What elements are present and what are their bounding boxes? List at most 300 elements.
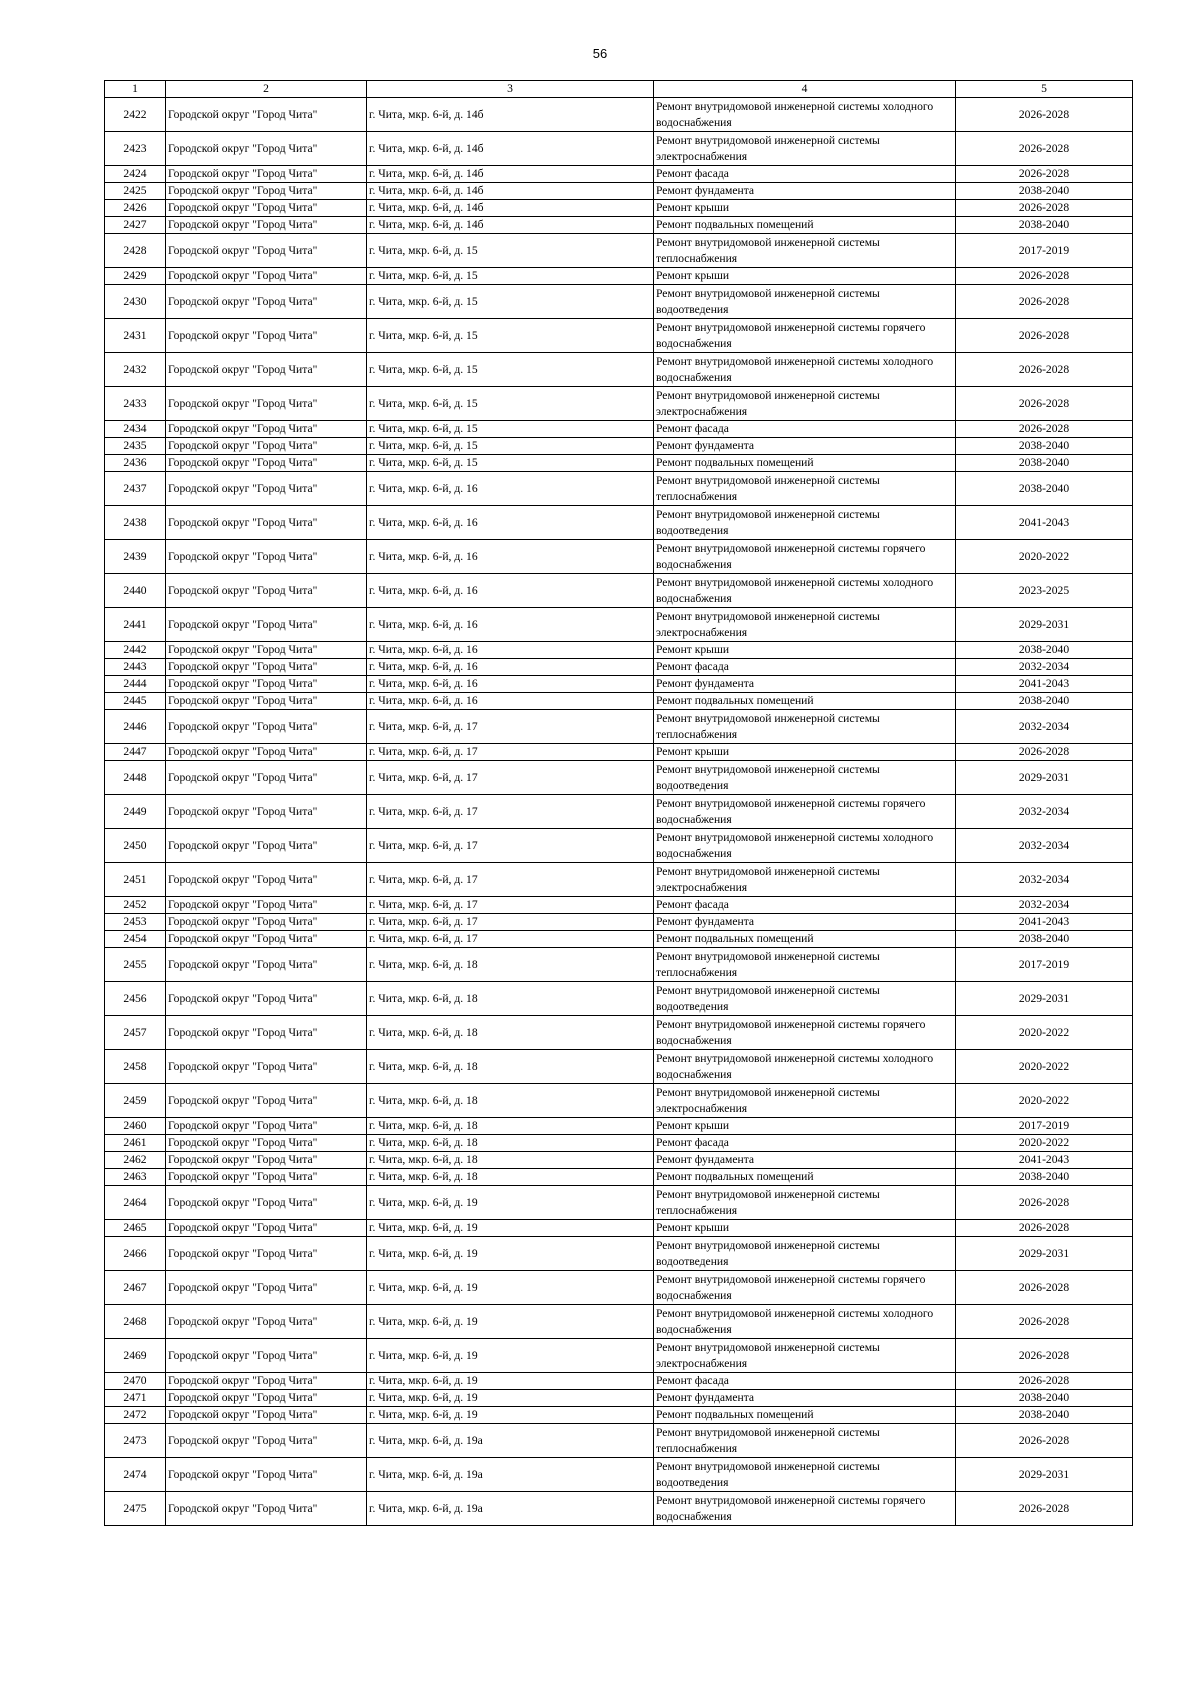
cell-address: г. Чита, мкр. 6-й, д. 15 [367,268,654,285]
cell-number: 2445 [105,693,166,710]
table-row [105,1152,1133,1169]
cell-address: г. Чита, мкр. 6-й, д. 15 [367,319,654,353]
cell-municipality: Городской округ "Город Чита" [166,319,367,353]
cell-address: г. Чита, мкр. 6-й, д. 15 [367,387,654,421]
cell-work-type: Ремонт внутридомовой инженерной системы водоотведения [654,285,956,319]
cell-period: 2026-2028 [956,353,1133,387]
header-col-1: 1 [105,81,166,98]
table-row [105,1458,1133,1492]
table-row [105,642,1133,659]
cell-municipality: Городской округ "Город Чита" [166,608,367,642]
cell-municipality: Городской округ "Город Чита" [166,506,367,540]
cell-number: 2423 [105,132,166,166]
cell-municipality: Городской округ "Город Чита" [166,183,367,200]
cell-address: г. Чита, мкр. 6-й, д. 18 [367,1169,654,1186]
cell-work-type: Ремонт фундамента [654,676,956,693]
cell-municipality: Городской округ "Город Чита" [166,1084,367,1118]
cell-municipality: Городской округ "Город Чита" [166,1169,367,1186]
cell-work-type: Ремонт внутридомовой инженерной системы электроснабжения [654,387,956,421]
cell-municipality: Городской округ "Город Чита" [166,693,367,710]
cell-work-type: Ремонт фундамента [654,914,956,931]
table-row [105,506,1133,540]
cell-work-type: Ремонт внутридомовой инженерной системы теплоснабжения [654,1186,956,1220]
cell-period: 2032-2034 [956,897,1133,914]
cell-work-type: Ремонт внутридомовой инженерной системы холодного водоснабжения [654,1305,956,1339]
cell-municipality: Городской округ "Город Чита" [166,1390,367,1407]
cell-address: г. Чита, мкр. 6-й, д. 15 [367,285,654,319]
table-row [105,863,1133,897]
cell-address: г. Чита, мкр. 6-й, д. 19а [367,1458,654,1492]
table-body [105,98,1133,1526]
cell-municipality: Городской округ "Город Чита" [166,1424,367,1458]
cell-work-type: Ремонт подвальных помещений [654,931,956,948]
cell-municipality: Городской округ "Город Чита" [166,744,367,761]
cell-municipality: Городской округ "Город Чита" [166,659,367,676]
table-row [105,285,1133,319]
cell-address: г. Чита, мкр. 6-й, д. 19 [367,1186,654,1220]
cell-address: г. Чита, мкр. 6-й, д. 17 [367,931,654,948]
cell-period: 2041-2043 [956,676,1133,693]
cell-number: 2453 [105,914,166,931]
table-header [105,81,1133,98]
cell-number: 2475 [105,1492,166,1526]
cell-address: г. Чита, мкр. 6-й, д. 18 [367,1016,654,1050]
cell-address: г. Чита, мкр. 6-й, д. 17 [367,744,654,761]
table-row [105,319,1133,353]
cell-period: 2026-2028 [956,1373,1133,1390]
cell-number: 2432 [105,353,166,387]
cell-work-type: Ремонт внутридомовой инженерной системы горячего водоснабжения [654,1271,956,1305]
cell-period: 2026-2028 [956,1492,1133,1526]
cell-municipality: Городской округ "Город Чита" [166,1016,367,1050]
table-row [105,1050,1133,1084]
cell-work-type: Ремонт крыши [654,1220,956,1237]
cell-period: 2029-2031 [956,982,1133,1016]
cell-work-type: Ремонт крыши [654,268,956,285]
cell-municipality: Городской округ "Город Чита" [166,1458,367,1492]
header-row [105,81,1133,98]
cell-number: 2457 [105,1016,166,1050]
cell-work-type: Ремонт крыши [654,744,956,761]
cell-work-type: Ремонт внутридомовой инженерной системы горячего водоснабжения [654,540,956,574]
cell-address: г. Чита, мкр. 6-й, д. 18 [367,1118,654,1135]
table-row [105,1169,1133,1186]
cell-number: 2422 [105,98,166,132]
header-col-4: 4 [654,81,956,98]
cell-work-type: Ремонт подвальных помещений [654,1407,956,1424]
cell-municipality: Городской округ "Город Чита" [166,353,367,387]
cell-municipality: Городской округ "Город Чита" [166,642,367,659]
cell-number: 2446 [105,710,166,744]
cell-period: 2023-2025 [956,574,1133,608]
cell-work-type: Ремонт внутридомовой инженерной системы электроснабжения [654,1339,956,1373]
table-row [105,1084,1133,1118]
cell-period: 2026-2028 [956,421,1133,438]
cell-municipality: Городской округ "Город Чита" [166,574,367,608]
cell-period: 2038-2040 [956,455,1133,472]
cell-municipality: Городской округ "Город Чита" [166,455,367,472]
cell-work-type: Ремонт фасада [654,1373,956,1390]
cell-municipality: Городской округ "Город Чита" [166,472,367,506]
cell-work-type: Ремонт крыши [654,642,956,659]
cell-work-type: Ремонт внутридомовой инженерной системы водоотведения [654,1458,956,1492]
header-col-3: 3 [367,81,654,98]
cell-work-type: Ремонт внутридомовой инженерной системы холодного водоснабжения [654,574,956,608]
table-row [105,1118,1133,1135]
table-row [105,914,1133,931]
cell-address: г. Чита, мкр. 6-й, д. 16 [367,676,654,693]
cell-period: 2026-2028 [956,1271,1133,1305]
cell-address: г. Чита, мкр. 6-й, д. 16 [367,574,654,608]
cell-number: 2442 [105,642,166,659]
table-row [105,438,1133,455]
cell-municipality: Городской округ "Город Чита" [166,1152,367,1169]
cell-period: 2026-2028 [956,1186,1133,1220]
cell-period: 2041-2043 [956,914,1133,931]
table-row [105,1373,1133,1390]
table-row [105,1424,1133,1458]
cell-period: 2032-2034 [956,795,1133,829]
cell-municipality: Городской округ "Город Чита" [166,1220,367,1237]
cell-period: 2026-2028 [956,319,1133,353]
cell-period: 2032-2034 [956,659,1133,676]
cell-period: 2026-2028 [956,1305,1133,1339]
cell-period: 2029-2031 [956,608,1133,642]
cell-number: 2467 [105,1271,166,1305]
header-col-5: 5 [956,81,1133,98]
cell-number: 2438 [105,506,166,540]
cell-municipality: Городской округ "Город Чита" [166,710,367,744]
table-row [105,948,1133,982]
table-row [105,387,1133,421]
cell-number: 2433 [105,387,166,421]
cell-address: г. Чита, мкр. 6-й, д. 15 [367,455,654,472]
cell-number: 2471 [105,1390,166,1407]
cell-address: г. Чита, мкр. 6-й, д. 17 [367,863,654,897]
cell-number: 2468 [105,1305,166,1339]
cell-work-type: Ремонт фасада [654,166,956,183]
cell-work-type: Ремонт фасада [654,421,956,438]
cell-period: 2038-2040 [956,438,1133,455]
cell-address: г. Чита, мкр. 6-й, д. 15 [367,353,654,387]
cell-number: 2426 [105,200,166,217]
cell-work-type: Ремонт внутридомовой инженерной системы электроснабжения [654,132,956,166]
cell-municipality: Городской округ "Город Чита" [166,1186,367,1220]
cell-address: г. Чита, мкр. 6-й, д. 17 [367,914,654,931]
cell-number: 2456 [105,982,166,1016]
table-row [105,1135,1133,1152]
cell-address: г. Чита, мкр. 6-й, д. 16 [367,540,654,574]
cell-period: 2020-2022 [956,1050,1133,1084]
cell-address: г. Чита, мкр. 6-й, д. 17 [367,795,654,829]
cell-work-type: Ремонт внутридомовой инженерной системы теплоснабжения [654,472,956,506]
table-row [105,744,1133,761]
cell-municipality: Городской округ "Город Чита" [166,217,367,234]
cell-municipality: Городской округ "Город Чита" [166,1305,367,1339]
cell-address: г. Чита, мкр. 6-й, д. 14б [367,183,654,200]
cell-period: 2017-2019 [956,1118,1133,1135]
cell-address: г. Чита, мкр. 6-й, д. 19 [367,1237,654,1271]
cell-work-type: Ремонт фасада [654,897,956,914]
table-row [105,1492,1133,1526]
cell-address: г. Чита, мкр. 6-й, д. 19 [367,1390,654,1407]
table-row [105,761,1133,795]
cell-municipality: Городской округ "Город Чита" [166,540,367,574]
cell-address: г. Чита, мкр. 6-й, д. 16 [367,693,654,710]
cell-period: 2026-2028 [956,200,1133,217]
cell-period: 2041-2043 [956,1152,1133,1169]
cell-period: 2026-2028 [956,1339,1133,1373]
cell-period: 2026-2028 [956,387,1133,421]
cell-number: 2469 [105,1339,166,1373]
cell-address: г. Чита, мкр. 6-й, д. 19а [367,1424,654,1458]
cell-number: 2448 [105,761,166,795]
cell-period: 2038-2040 [956,1169,1133,1186]
cell-municipality: Городской округ "Город Чита" [166,1118,367,1135]
cell-number: 2447 [105,744,166,761]
cell-address: г. Чита, мкр. 6-й, д. 19 [367,1339,654,1373]
cell-work-type: Ремонт внутридомовой инженерной системы водоотведения [654,506,956,540]
cell-address: г. Чита, мкр. 6-й, д. 18 [367,1152,654,1169]
cell-work-type: Ремонт подвальных помещений [654,693,956,710]
cell-number: 2470 [105,1373,166,1390]
cell-municipality: Городской округ "Город Чита" [166,234,367,268]
cell-work-type: Ремонт внутридомовой инженерной системы электроснабжения [654,1084,956,1118]
cell-period: 2020-2022 [956,1135,1133,1152]
cell-address: г. Чита, мкр. 6-й, д. 14б [367,200,654,217]
cell-municipality: Городской округ "Город Чита" [166,1271,367,1305]
cell-number: 2436 [105,455,166,472]
table-row [105,659,1133,676]
cell-number: 2435 [105,438,166,455]
cell-period: 2026-2028 [956,285,1133,319]
cell-address: г. Чита, мкр. 6-й, д. 15 [367,438,654,455]
cell-work-type: Ремонт фундамента [654,183,956,200]
cell-work-type: Ремонт внутридомовой инженерной системы холодного водоснабжения [654,98,956,132]
cell-number: 2462 [105,1152,166,1169]
cell-address: г. Чита, мкр. 6-й, д. 16 [367,506,654,540]
cell-municipality: Городской округ "Город Чита" [166,268,367,285]
register-table [104,80,1133,1526]
cell-period: 2020-2022 [956,1084,1133,1118]
table-row [105,166,1133,183]
cell-address: г. Чита, мкр. 6-й, д. 18 [367,982,654,1016]
header-col-2: 2 [166,81,367,98]
table-row [105,897,1133,914]
cell-number: 2429 [105,268,166,285]
cell-number: 2428 [105,234,166,268]
cell-municipality: Городской округ "Город Чита" [166,1050,367,1084]
table-row [105,931,1133,948]
cell-number: 2424 [105,166,166,183]
cell-address: г. Чита, мкр. 6-й, д. 18 [367,1050,654,1084]
table-row [105,472,1133,506]
cell-work-type: Ремонт внутридомовой инженерной системы холодного водоснабжения [654,1050,956,1084]
cell-number: 2434 [105,421,166,438]
cell-work-type: Ремонт внутридомовой инженерной системы теплоснабжения [654,1424,956,1458]
cell-address: г. Чита, мкр. 6-й, д. 16 [367,659,654,676]
cell-work-type: Ремонт внутридомовой инженерной системы электроснабжения [654,608,956,642]
cell-address: г. Чита, мкр. 6-й, д. 18 [367,1084,654,1118]
cell-municipality: Городской округ "Город Чита" [166,387,367,421]
cell-municipality: Городской округ "Город Чита" [166,914,367,931]
cell-period: 2032-2034 [956,710,1133,744]
cell-municipality: Городской округ "Город Чита" [166,863,367,897]
cell-number: 2454 [105,931,166,948]
table-row [105,1339,1133,1373]
cell-municipality: Городской округ "Город Чита" [166,166,367,183]
cell-number: 2437 [105,472,166,506]
cell-period: 2038-2040 [956,183,1133,200]
table-row [105,455,1133,472]
cell-work-type: Ремонт фундамента [654,1152,956,1169]
cell-period: 2038-2040 [956,1407,1133,1424]
cell-address: г. Чита, мкр. 6-й, д. 14б [367,166,654,183]
cell-address: г. Чита, мкр. 6-й, д. 19а [367,1492,654,1526]
cell-work-type: Ремонт фасада [654,1135,956,1152]
cell-address: г. Чита, мкр. 6-й, д. 19 [367,1373,654,1390]
cell-address: г. Чита, мкр. 6-й, д. 17 [367,897,654,914]
cell-period: 2026-2028 [956,744,1133,761]
table-row [105,1016,1133,1050]
cell-municipality: Городской округ "Город Чита" [166,982,367,1016]
cell-period: 2038-2040 [956,217,1133,234]
table-row [105,1186,1133,1220]
cell-work-type: Ремонт внутридомовой инженерной системы водоотведения [654,982,956,1016]
cell-period: 2026-2028 [956,98,1133,132]
cell-municipality: Городской округ "Город Чита" [166,948,367,982]
table-row [105,676,1133,693]
cell-municipality: Городской округ "Город Чита" [166,829,367,863]
cell-work-type: Ремонт внутридомовой инженерной системы горячего водоснабжения [654,1016,956,1050]
cell-address: г. Чита, мкр. 6-й, д. 18 [367,948,654,982]
cell-period: 2032-2034 [956,863,1133,897]
cell-number: 2443 [105,659,166,676]
cell-address: г. Чита, мкр. 6-й, д. 14б [367,217,654,234]
cell-work-type: Ремонт крыши [654,200,956,217]
cell-number: 2460 [105,1118,166,1135]
cell-period: 2038-2040 [956,1390,1133,1407]
cell-municipality: Городской округ "Город Чита" [166,1339,367,1373]
cell-municipality: Городской округ "Город Чита" [166,285,367,319]
cell-number: 2463 [105,1169,166,1186]
table-row [105,421,1133,438]
cell-number: 2461 [105,1135,166,1152]
cell-address: г. Чита, мкр. 6-й, д. 16 [367,642,654,659]
table-row [105,183,1133,200]
cell-municipality: Городской округ "Город Чита" [166,1407,367,1424]
cell-work-type: Ремонт внутридомовой инженерной системы холодного водоснабжения [654,353,956,387]
cell-number: 2425 [105,183,166,200]
cell-address: г. Чита, мкр. 6-й, д. 16 [367,608,654,642]
cell-municipality: Городской округ "Город Чита" [166,931,367,948]
cell-municipality: Городской округ "Город Чита" [166,761,367,795]
table-row [105,608,1133,642]
cell-municipality: Городской округ "Город Чита" [166,1373,367,1390]
cell-work-type: Ремонт фундамента [654,1390,956,1407]
cell-work-type: Ремонт внутридомовой инженерной системы электроснабжения [654,863,956,897]
cell-period: 2038-2040 [956,472,1133,506]
cell-number: 2473 [105,1424,166,1458]
cell-address: г. Чита, мкр. 6-й, д. 17 [367,710,654,744]
cell-period: 2029-2031 [956,761,1133,795]
cell-work-type: Ремонт внутридомовой инженерной системы теплоснабжения [654,948,956,982]
cell-number: 2455 [105,948,166,982]
cell-address: г. Чита, мкр. 6-й, д. 17 [367,761,654,795]
table-row [105,540,1133,574]
cell-number: 2451 [105,863,166,897]
cell-work-type: Ремонт внутридомовой инженерной системы водоотведения [654,761,956,795]
table-row [105,574,1133,608]
cell-work-type: Ремонт внутридомовой инженерной системы теплоснабжения [654,710,956,744]
cell-period: 2038-2040 [956,931,1133,948]
table-row [105,132,1133,166]
table-row [105,1237,1133,1271]
page-number: 56 [592,46,608,61]
table-row [105,98,1133,132]
table-row [105,1220,1133,1237]
cell-work-type: Ремонт фасада [654,659,956,676]
cell-period: 2020-2022 [956,540,1133,574]
table-row [105,234,1133,268]
cell-address: г. Чита, мкр. 6-й, д. 14б [367,98,654,132]
cell-address: г. Чита, мкр. 6-й, д. 15 [367,421,654,438]
cell-number: 2430 [105,285,166,319]
table-row [105,1271,1133,1305]
table-row [105,982,1133,1016]
cell-number: 2441 [105,608,166,642]
cell-work-type: Ремонт фундамента [654,438,956,455]
cell-number: 2444 [105,676,166,693]
cell-number: 2452 [105,897,166,914]
cell-address: г. Чита, мкр. 6-й, д. 15 [367,234,654,268]
table-row [105,217,1133,234]
cell-municipality: Городской округ "Город Чита" [166,421,367,438]
cell-address: г. Чита, мкр. 6-й, д. 19 [367,1305,654,1339]
cell-period: 2026-2028 [956,1424,1133,1458]
cell-number: 2459 [105,1084,166,1118]
cell-address: г. Чита, мкр. 6-й, д. 19 [367,1271,654,1305]
cell-work-type: Ремонт подвальных помещений [654,455,956,472]
table-row [105,710,1133,744]
cell-number: 2458 [105,1050,166,1084]
cell-number: 2474 [105,1458,166,1492]
cell-address: г. Чита, мкр. 6-й, д. 19 [367,1407,654,1424]
cell-municipality: Городской округ "Город Чита" [166,1492,367,1526]
table-row [105,353,1133,387]
cell-number: 2431 [105,319,166,353]
cell-municipality: Городской округ "Город Чита" [166,676,367,693]
cell-address: г. Чита, мкр. 6-й, д. 14б [367,132,654,166]
cell-municipality: Городской округ "Город Чита" [166,795,367,829]
table-row [105,693,1133,710]
cell-number: 2465 [105,1220,166,1237]
cell-period: 2026-2028 [956,132,1133,166]
cell-work-type: Ремонт подвальных помещений [654,1169,956,1186]
cell-period: 2026-2028 [956,1220,1133,1237]
cell-municipality: Городской округ "Город Чита" [166,897,367,914]
cell-period: 2029-2031 [956,1237,1133,1271]
cell-number: 2450 [105,829,166,863]
cell-work-type: Ремонт подвальных помещений [654,217,956,234]
cell-address: г. Чита, мкр. 6-й, д. 19 [367,1220,654,1237]
cell-period: 2038-2040 [956,642,1133,659]
cell-municipality: Городской округ "Город Чита" [166,98,367,132]
table-row [105,1305,1133,1339]
cell-work-type: Ремонт внутридомовой инженерной системы горячего водоснабжения [654,795,956,829]
cell-address: г. Чита, мкр. 6-й, д. 18 [367,1135,654,1152]
cell-period: 2026-2028 [956,166,1133,183]
